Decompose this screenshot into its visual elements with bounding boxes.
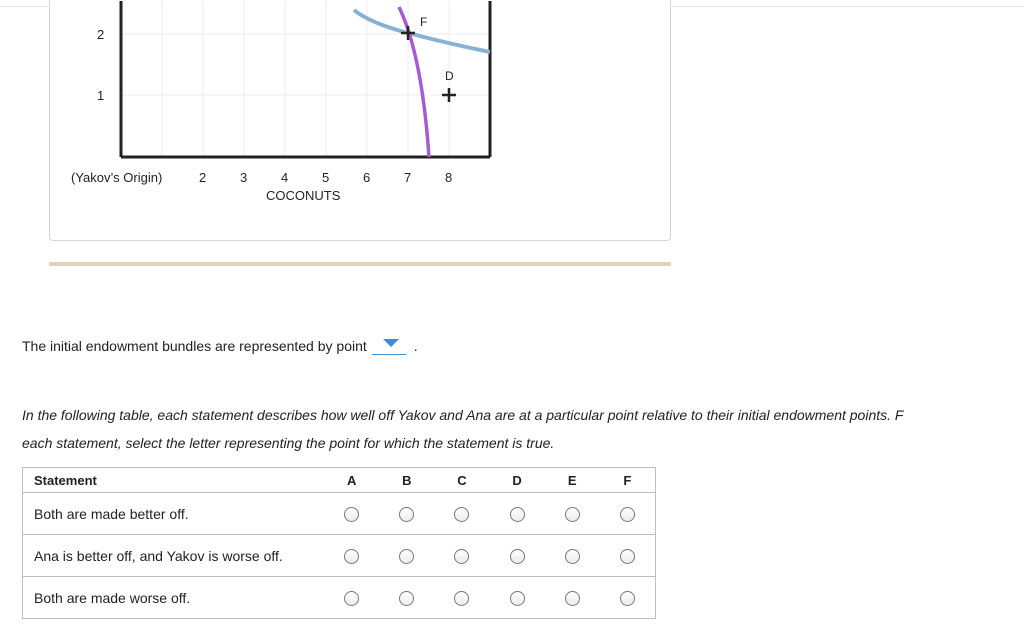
radio-row2-e[interactable]: [565, 549, 580, 564]
table-row: [23, 493, 656, 535]
box-border: [121, 1, 490, 157]
x-tick-8: 8: [445, 170, 453, 185]
radio-row1-a[interactable]: [344, 507, 359, 522]
table-row: [23, 535, 656, 577]
radio-row3-b[interactable]: [399, 591, 414, 606]
statement-column-header: Statement: [23, 468, 325, 493]
radio-row3-e[interactable]: [565, 591, 580, 606]
grid: [121, 1, 490, 157]
point-d-marker[interactable]: [442, 88, 456, 102]
radio-row1-f[interactable]: [620, 507, 635, 522]
radio-row3-f[interactable]: [620, 591, 635, 606]
ana-indifference-curve: [399, 7, 429, 157]
point-d-label: D: [445, 69, 454, 83]
radio-row1-e[interactable]: [565, 507, 580, 522]
table-row: [23, 577, 656, 619]
column-header-f: F: [600, 468, 656, 493]
column-header-d: D: [489, 468, 544, 493]
instructions-line-2: each statement, select the letter representing the point for which the statement is true.: [22, 435, 555, 451]
x-tick-7: 7: [404, 170, 412, 185]
x-tick-5: 5: [322, 170, 330, 185]
x-tick-2: 2: [199, 170, 207, 185]
column-header-b: B: [379, 468, 434, 493]
x-axis-label: COCONUTS: [266, 188, 341, 203]
statement-text: Both are made worse off.: [23, 577, 325, 619]
radio-row2-b[interactable]: [399, 549, 414, 564]
x-tick-3: 3: [240, 170, 248, 185]
radio-row1-c[interactable]: [454, 507, 469, 522]
column-header-c: C: [434, 468, 489, 493]
radio-row3-d[interactable]: [510, 591, 525, 606]
section-divider: [49, 262, 671, 266]
radio-row1-d[interactable]: [510, 507, 525, 522]
radio-row2-a[interactable]: [344, 549, 359, 564]
radio-row2-c[interactable]: [454, 549, 469, 564]
radio-row3-a[interactable]: [344, 591, 359, 606]
chevron-down-icon: [383, 339, 399, 347]
y-tick-1: 1: [97, 88, 105, 103]
edgeworth-box-svg: [50, 0, 670, 240]
table-header-row: [23, 468, 656, 493]
instructions-line-1: In the following table, each statement describes how well off Yakov and Ana are at a particular point relative to their initial endowment points. F: [22, 407, 904, 423]
column-header-a: A: [324, 468, 379, 493]
radio-row3-c[interactable]: [454, 591, 469, 606]
radio-row1-b[interactable]: [399, 507, 414, 522]
x-tick-6: 6: [363, 170, 371, 185]
question-period: .: [413, 337, 418, 354]
point-f-marker[interactable]: [401, 26, 415, 40]
origin-label: (Yakov’s Origin): [71, 170, 163, 185]
radio-row2-f[interactable]: [620, 549, 635, 564]
radio-row2-d[interactable]: [510, 549, 525, 564]
point-f-label: F: [420, 15, 428, 29]
edgeworth-box-graph: [49, 0, 671, 241]
table-instructions: [22, 401, 1024, 457]
y-tick-2: 2: [97, 27, 105, 42]
endowment-point-dropdown[interactable]: [372, 336, 406, 355]
endowment-question-text: The initial endowment bundles are represented by point: [22, 337, 367, 354]
x-tick-4: 4: [281, 170, 289, 185]
statement-table: [22, 467, 656, 619]
column-header-e: E: [545, 468, 600, 493]
endowment-question: [22, 336, 418, 355]
statement-text: Ana is better off, and Yakov is worse off.: [23, 535, 325, 577]
statement-text: Both are made better off.: [23, 493, 325, 535]
